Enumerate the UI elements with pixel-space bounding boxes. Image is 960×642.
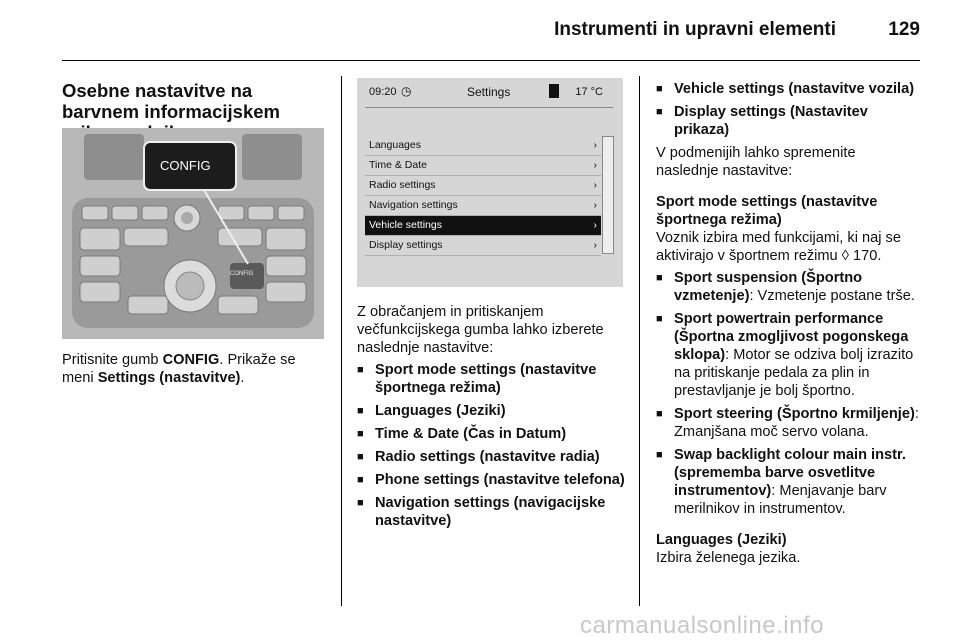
clock-icon: ◷	[401, 84, 412, 98]
screen-menu-item-label: Display settings	[369, 239, 443, 251]
chevron-right-icon: ›	[593, 199, 597, 211]
column-1-paragraph	[62, 351, 327, 387]
screen-menu-item-label: Vehicle settings	[369, 219, 442, 231]
text: Pritisnite gumb	[62, 352, 163, 368]
chevron-right-icon: ›	[593, 179, 597, 191]
screen-time: 09:20	[369, 86, 397, 98]
sport-mode-text: Voznik izbira med funkcijami, ki naj se aktivirajo v športnem režimu ◊ 170.	[656, 230, 901, 264]
languages-text: Izbira želenega jezika.	[656, 550, 801, 566]
screen-menu-item	[365, 136, 601, 156]
screen-title: Settings	[467, 85, 511, 99]
submenu-paragraph: V podmenijih lahko spremenite naslednje nastavitve:	[656, 145, 856, 179]
page-number: 129	[888, 19, 920, 40]
screen-menu-item-label: Time & Date	[369, 159, 427, 171]
sport-option-name: Swap backlight colour main instr. (sprememba barve osvetlitve instrumentov)	[674, 447, 906, 499]
text: .	[240, 370, 245, 386]
intro-paragraph: Z obračanjem in pritiskanjem večfunkcijskega gumba lahko izberete naslednje nastavitve:	[357, 304, 604, 356]
config-button-label: CONFIG	[230, 271, 254, 277]
list-item-label: Display settings (Nastavitev prikaza)	[674, 104, 868, 138]
list-item	[357, 471, 627, 489]
sport-option-item	[656, 269, 922, 305]
header-rule	[62, 60, 920, 61]
list-item	[357, 494, 627, 530]
screen-menu-item	[365, 236, 601, 256]
sport-option-item	[656, 310, 922, 400]
page-header-title: Instrumenti in upravni elementi	[554, 19, 836, 40]
screen-top-bar	[357, 78, 623, 106]
chevron-right-icon: ›	[593, 239, 597, 251]
sport-mode-heading: Sport mode settings (nastavitve športnega režima)	[656, 194, 878, 228]
section-heading: Osebne nastavitve na barvnem informacijskem	[62, 80, 280, 122]
screen-temperature: 17 °C	[575, 86, 603, 98]
screen-menu-item-label: Languages	[369, 139, 421, 151]
bold-term: Settings (nastavitve)	[97, 370, 241, 386]
list-item-label: Languages (Jeziki)	[375, 403, 506, 419]
list-item-label: Time & Date (Čas in Datum)	[375, 426, 567, 442]
settings-list-continued	[656, 80, 922, 139]
sport-option-description: : Menjavanje barv merilnikov in instrumentov.	[674, 483, 887, 517]
list-item-label: Phone settings (nastavitve telefona)	[375, 472, 625, 488]
sport-option-description: : Motor se odziva bolj izrazito na pritiskanje pedala za plin in prestavljanje je bolj športno.	[674, 347, 914, 399]
column-2	[357, 303, 627, 535]
settings-screen-image	[357, 78, 623, 287]
chevron-right-icon: ›	[593, 159, 597, 171]
config-callout-label: CONFIG	[160, 158, 211, 173]
chevron-right-icon: ›	[593, 219, 597, 231]
sport-option-name: Sport powertrain performance (Športna zmogljivost pogonskega sklopa)	[674, 311, 909, 363]
list-item	[357, 402, 627, 420]
column-3	[656, 80, 922, 567]
list-item-label: Radio settings (nastavitve radia)	[375, 449, 600, 465]
text: . Prikaže se meni	[62, 352, 296, 386]
list-item	[656, 80, 922, 98]
sport-option-item	[656, 405, 922, 441]
watermark: carmanualsonline.info	[580, 612, 824, 639]
sport-option-description: : Zmanjšana moč servo volana.	[674, 406, 919, 440]
list-item	[357, 425, 627, 443]
list-item-label: Navigation settings (navigacijske nastavitve)	[375, 495, 606, 529]
settings-menu	[365, 136, 601, 256]
sport-option-description: : Vzmetenje postane trše.	[749, 288, 915, 304]
thermometer-icon	[549, 84, 559, 98]
screen-scrollbar	[602, 136, 614, 254]
screen-menu-item	[365, 216, 601, 236]
screen-menu-item-label: Navigation settings	[369, 199, 458, 211]
screen-menu-item	[365, 196, 601, 216]
sport-option-name: Sport steering (Športno krmiljenje)	[674, 406, 915, 422]
settings-list	[357, 361, 627, 530]
screen-menu-item-label: Radio settings	[369, 179, 436, 191]
list-item-label: Vehicle settings (nastavitve vozila)	[674, 81, 915, 97]
sport-option-item	[656, 446, 922, 518]
console-photo	[62, 128, 324, 339]
list-item	[656, 103, 922, 139]
sport-option-name: Sport suspension (Športno vzmetenje)	[674, 270, 863, 304]
bold-term: CONFIG	[162, 352, 220, 368]
screen-menu-item	[365, 176, 601, 196]
list-item	[357, 448, 627, 466]
column-divider-2	[639, 76, 640, 606]
list-item-label: Sport mode settings (nastavitve športnega režima)	[375, 362, 597, 396]
chevron-right-icon: ›	[593, 139, 597, 151]
screen-divider	[365, 107, 613, 108]
list-item	[357, 361, 627, 397]
screen-menu-item	[365, 156, 601, 176]
column-divider-1	[341, 76, 342, 606]
sport-options-list	[656, 269, 922, 518]
languages-heading: Languages (Jeziki)	[656, 532, 787, 548]
